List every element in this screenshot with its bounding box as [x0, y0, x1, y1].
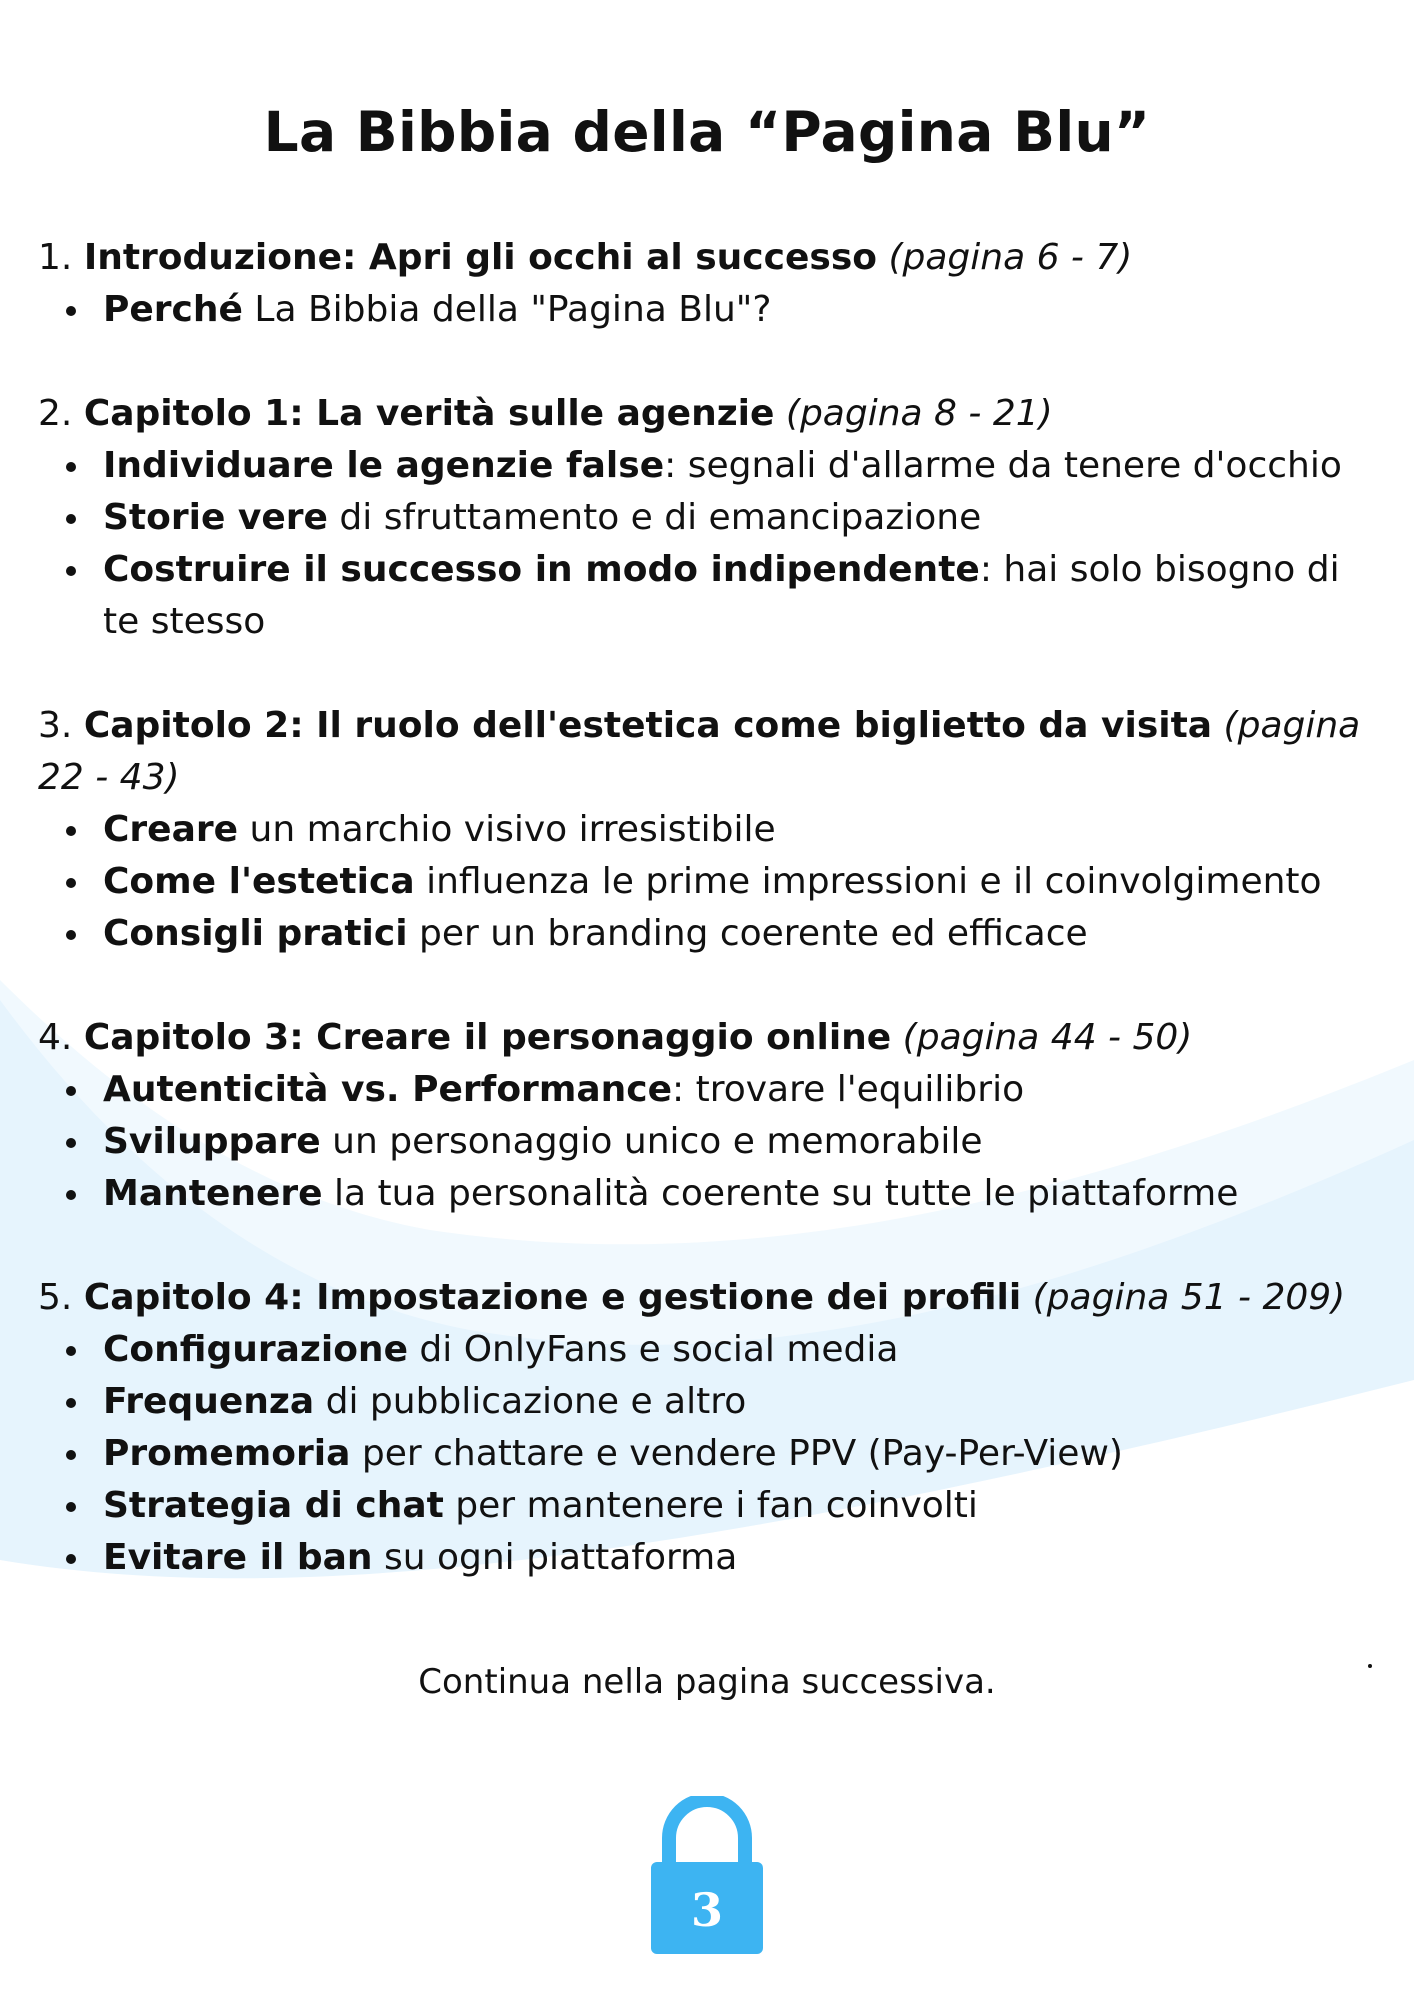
item-keyword: Individuare le agenzie false — [103, 445, 665, 486]
list-item — [38, 1480, 1378, 1532]
list-item — [38, 544, 1378, 648]
section-items — [38, 284, 1378, 336]
section-items — [38, 1324, 1378, 1584]
item-text: di pubblicazione e altro — [314, 1381, 747, 1422]
item-keyword: Promemoria — [103, 1433, 351, 1474]
bullet-icon — [66, 306, 76, 316]
section-pages: (pagina 44 - 50) — [902, 1017, 1193, 1058]
section-name: Capitolo 2: Il ruolo dell'estetica come biglietto da visita — [83, 705, 1213, 746]
list-item — [38, 1168, 1378, 1220]
item-text: influenza le prime impressioni e il coinvolgimento — [414, 861, 1322, 902]
section-heading — [38, 388, 1378, 440]
bullet-icon — [66, 1086, 76, 1096]
item-text: La Bibbia della "Pagina Blu"? — [242, 289, 772, 330]
bullet-icon — [66, 930, 76, 940]
section-items — [38, 804, 1378, 960]
item-keyword: Costruire il successo in modo indipendente — [103, 549, 980, 590]
list-item — [38, 1428, 1378, 1480]
item-text: su ogni piattaforma — [372, 1537, 738, 1578]
padlock-icon — [647, 1796, 767, 1956]
section-name: Introduzione: Apri gli occhi al successo — [83, 237, 877, 278]
item-keyword: Come l'estetica — [103, 861, 415, 902]
item-text: per un branding coerente ed efficace — [407, 913, 1088, 954]
bullet-icon — [66, 1190, 76, 1200]
list-item — [38, 908, 1378, 960]
item-text: di sfruttamento e di emancipazione — [327, 497, 982, 538]
section-number: 4. — [38, 1017, 73, 1058]
item-text: la tua personalità coerente su tutte le piattaforme — [322, 1173, 1239, 1214]
padlock-shackle — [669, 1800, 745, 1866]
section-pages: (pagina 8 - 21) — [785, 393, 1053, 434]
section-pages: (pagina 22 - 43) — [38, 705, 1361, 798]
bullet-icon — [66, 1554, 76, 1564]
bullet-icon — [66, 826, 76, 836]
item-keyword: Sviluppare — [103, 1121, 321, 1162]
toc-section — [38, 1012, 1378, 1220]
toc-section — [38, 700, 1378, 960]
toc-section — [38, 232, 1378, 336]
page-title: La Bibbia della “Pagina Blu” — [263, 100, 1151, 164]
item-keyword: Consigli pratici — [103, 913, 408, 954]
list-item — [38, 1324, 1378, 1376]
page-number: 3 — [690, 1883, 724, 1937]
list-item — [38, 804, 1378, 856]
item-keyword: Strategia di chat — [103, 1485, 444, 1526]
continue-note: Continua nella pagina successiva. — [418, 1662, 996, 1702]
list-item — [38, 1532, 1378, 1584]
bullet-icon — [66, 566, 76, 576]
item-text: per chattare e vendere PPV (Pay-Per-View) — [350, 1433, 1123, 1474]
bullet-icon — [66, 514, 76, 524]
section-heading — [38, 232, 1378, 284]
section-pages: (pagina 6 - 7) — [888, 237, 1133, 278]
bullet-icon — [66, 1138, 76, 1148]
item-keyword: Creare — [103, 809, 239, 850]
item-text: : segnali d'allarme da tenere d'occhio — [664, 445, 1342, 486]
item-text: un marchio visivo irresistibile — [238, 809, 776, 850]
item-text: : trovare l'equilibrio — [672, 1069, 1025, 1110]
section-number: 1. — [38, 237, 73, 278]
item-keyword: Frequenza — [103, 1381, 315, 1422]
bullet-icon — [66, 1346, 76, 1356]
item-keyword: Perché — [103, 289, 243, 330]
list-item — [38, 1116, 1378, 1168]
list-item — [38, 1376, 1378, 1428]
section-items — [38, 440, 1378, 648]
toc-section — [38, 388, 1378, 648]
item-text: per mantenere i fan coinvolti — [443, 1485, 978, 1526]
item-text: un personaggio unico e memorabile — [320, 1121, 983, 1162]
bullet-icon — [66, 1450, 76, 1460]
section-name: Capitolo 4: Impostazione e gestione dei profili — [83, 1277, 1022, 1318]
list-item — [38, 1064, 1378, 1116]
list-item — [38, 856, 1378, 908]
toc-section — [38, 1272, 1378, 1584]
item-keyword: Mantenere — [103, 1173, 323, 1214]
bullet-icon — [66, 462, 76, 472]
item-keyword: Autenticità vs. Performance — [103, 1069, 673, 1110]
section-name: Capitolo 3: Creare il personaggio online — [83, 1017, 892, 1058]
list-item — [38, 440, 1378, 492]
section-number: 5. — [38, 1277, 73, 1318]
list-item — [38, 284, 1378, 336]
table-of-contents — [38, 232, 1378, 1636]
item-text: : hai solo bisogno di te stesso — [103, 549, 1340, 642]
bullet-icon — [66, 1398, 76, 1408]
item-keyword: Evitare il ban — [103, 1537, 373, 1578]
section-pages: (pagina 51 - 209) — [1032, 1277, 1346, 1318]
item-text: di OnlyFans e social media — [407, 1329, 899, 1370]
section-heading — [38, 1272, 1378, 1324]
stray-dot — [1368, 1664, 1372, 1668]
section-heading — [38, 700, 1378, 804]
section-heading — [38, 1012, 1378, 1064]
section-number: 2. — [38, 393, 73, 434]
list-item — [38, 492, 1378, 544]
item-keyword: Configurazione — [103, 1329, 408, 1370]
section-items — [38, 1064, 1378, 1220]
section-name: Capitolo 1: La verità sulle agenzie — [83, 393, 775, 434]
bullet-icon — [66, 878, 76, 888]
bullet-icon — [66, 1502, 76, 1512]
section-number: 3. — [38, 705, 73, 746]
item-keyword: Storie vere — [103, 497, 328, 538]
